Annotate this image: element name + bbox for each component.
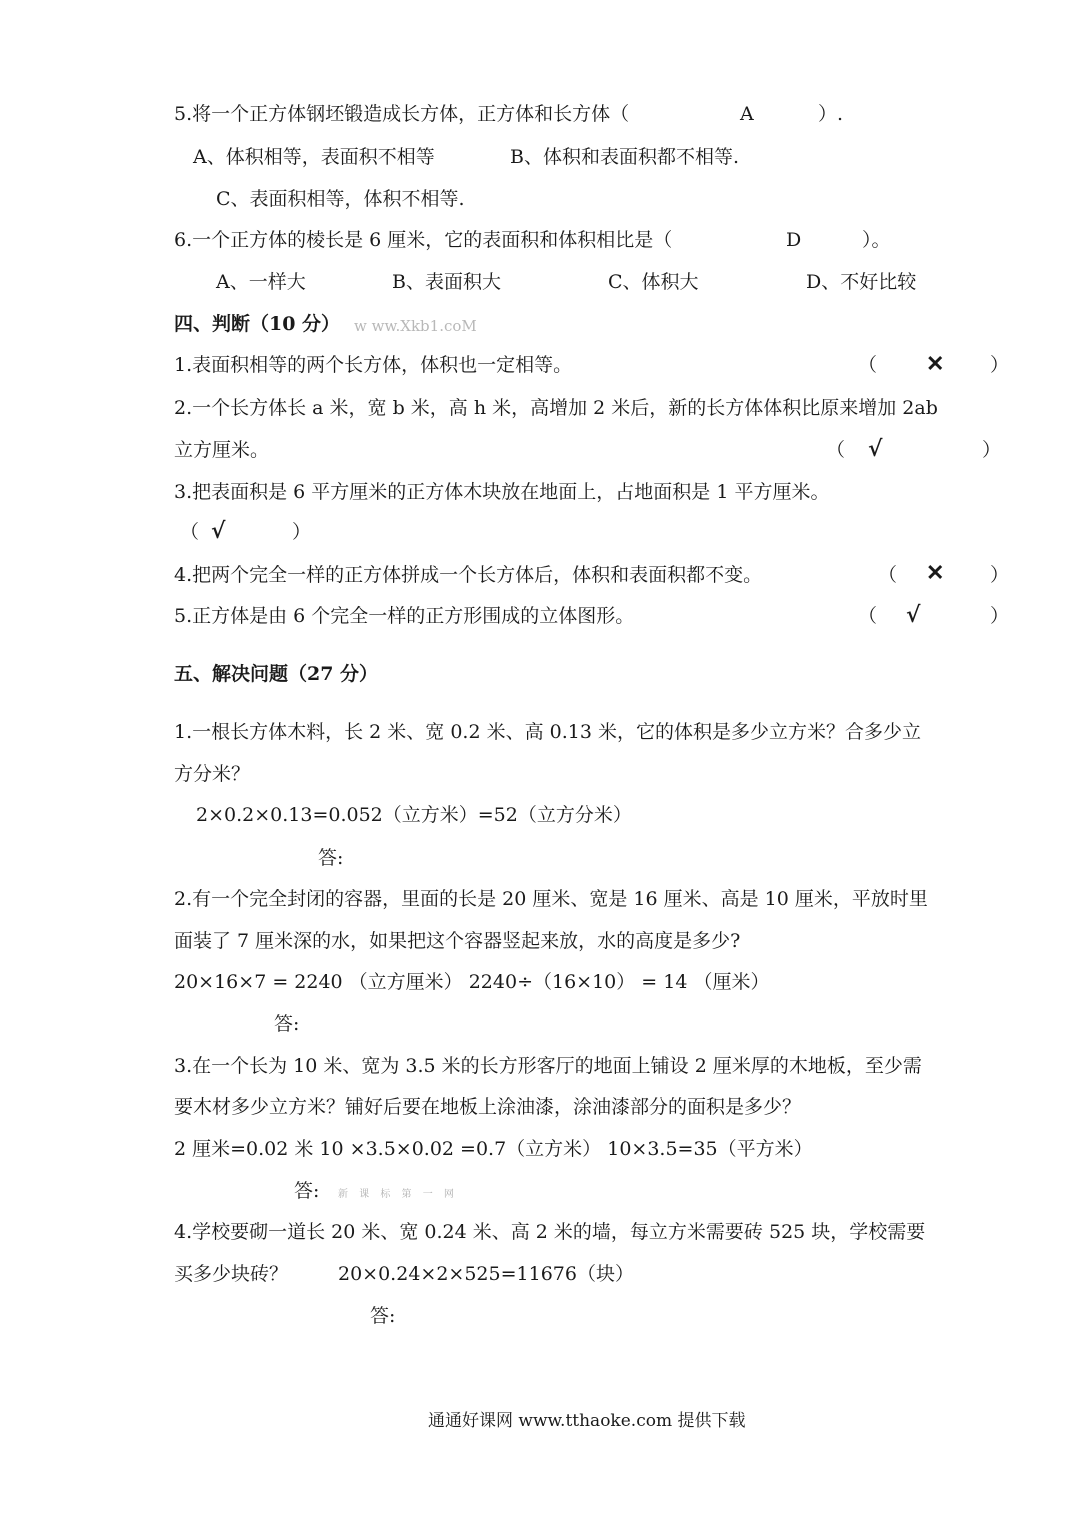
problem-2-solution: 20×16×7 = 2240 （立方厘米） 2240÷（16×10） = 14 （厘米） <box>174 971 770 993</box>
judge-2-paren-close: ） <box>982 439 1002 461</box>
problem-3-text-line2: 要木材多少立方米？铺好后要在地板上涂油漆，涂油漆部分的面积是多少？ <box>174 1096 802 1118</box>
judge-4-paren-close: ） <box>990 564 1010 586</box>
problem-1-text-line1: 1.一根长方体木料，长 2 米、宽 0.2 米、高 0.13 米，它的体积是多少立方米？合多少立 <box>174 721 921 743</box>
problem-3-text-line1: 3.在一个长为 10 米、宽为 3.5 米的长方形客厅的地面上铺设 2 厘米厚的木地板，至少需 <box>174 1055 922 1077</box>
problem-2-text-line1: 2.有一个完全封闭的容器，里面的长是 20 厘米、宽是 16 厘米、高是 10 厘米，平放时里 <box>174 888 928 910</box>
question-6-option-a: A、一样大 <box>216 271 306 293</box>
problem-4-text-line1: 4.学校要砌一道长 20 米、宽 0.24 米、高 2 米的墙，每立方米需要砖 525 块，学校需要 <box>174 1221 926 1243</box>
judge-1-text: 1.表面积相等的两个长方体，体积也一定相等。 <box>174 354 573 376</box>
problem-2-answer-label: 答: <box>274 1013 300 1035</box>
judge-2-paren-open: （ <box>826 439 846 461</box>
problem-2-text-line2: 面装了 7 厘米深的水，如果把这个容器竖起来放，水的高度是多少? <box>174 930 741 952</box>
section-5-title: 五、解决问题（27 分） <box>174 663 379 685</box>
problem-1-text-line2: 方分米？ <box>174 763 251 785</box>
judge-1-paren-open: （ <box>858 354 878 376</box>
problem-1-solution: 2×0.2×0.13=0.052（立方米）=52（立方分米） <box>196 804 632 826</box>
problem-3-solution: 2 厘米=0.02 米 10 ×3.5×0.02 =0.7（立方米） 10×3.5=35（平方米） <box>174 1138 813 1160</box>
question-text: 5.将一个正方体钢坯锻造成长方体，正方体和长方体（ <box>174 103 630 125</box>
question-5-option-b: B、体积和表面积都不相等. <box>510 146 740 168</box>
judge-5-paren-close: ） <box>990 605 1010 627</box>
problem-3-answer-label: 答: <box>294 1180 320 1202</box>
question-5-answer: A <box>740 103 754 125</box>
check-mark-icon: √ <box>906 602 921 628</box>
question-6-option-c: C、体积大 <box>608 271 699 293</box>
judge-1-paren-close: ） <box>990 354 1010 376</box>
judge-3-paren-open: （ <box>180 521 200 543</box>
problem-4-text-line2: 买多少块砖？ <box>174 1263 289 1285</box>
judge-2-text-line1: 2.一个长方体长 a 米，宽 b 米，高 h 米，高增加 2 米后，新的长方体体积比原来增加 2ab <box>174 397 938 419</box>
judge-4-paren-open: （ <box>878 564 898 586</box>
question-6-stem: 6.一个正方体的棱长是 6 厘米，它的表面积和体积相比是（ <box>174 229 673 251</box>
question-6-option-d: D、不好比较 <box>806 271 917 293</box>
question-6-paren-end: ）。 <box>862 229 891 251</box>
check-mark-icon: √ <box>211 518 226 544</box>
watermark-text: 新 课 标 第 一 网 <box>338 1189 458 1200</box>
cross-mark-icon: ✕ <box>926 351 945 377</box>
problem-4-answer-label: 答: <box>370 1305 396 1327</box>
question-5-option-c: C、表面积相等，体积不相等. <box>216 188 465 210</box>
problem-4-solution: 20×0.24×2×525=11676（块） <box>338 1263 634 1285</box>
cross-mark-icon: ✕ <box>926 560 945 586</box>
question-6-option-b: B、表面积大 <box>392 271 501 293</box>
question-5-stem <box>174 102 629 126</box>
judge-3-text: 3.把表面积是 6 平方厘米的正方体木块放在地面上，占地面积是 1 平方厘米。 <box>174 481 830 503</box>
problem-1-answer-label: 答: <box>318 847 344 869</box>
watermark-text: w ww.Xkb1.coM <box>354 317 477 335</box>
footer-credit: 通通好课网 www.tthaoke.com 提供下载 <box>428 1411 746 1431</box>
judge-4-text: 4.把两个完全一样的正方体拼成一个长方体后，体积和表面积都不变。 <box>174 564 763 586</box>
judge-3-paren-close: ） <box>292 521 312 543</box>
question-5-paren-end: ）. <box>818 103 844 125</box>
judge-2-text-line2: 立方厘米。 <box>174 439 270 461</box>
judge-5-paren-open: （ <box>858 605 878 627</box>
section-4-title: 四、判断（10 分） <box>174 313 341 335</box>
question-6-answer: D <box>786 229 802 251</box>
judge-5-text: 5.正方体是由 6 个完全一样的正方形围成的立体图形。 <box>174 605 635 627</box>
check-mark-icon: √ <box>868 436 883 462</box>
question-5-option-a: A、体积相等，表面积不相等 <box>193 146 435 168</box>
